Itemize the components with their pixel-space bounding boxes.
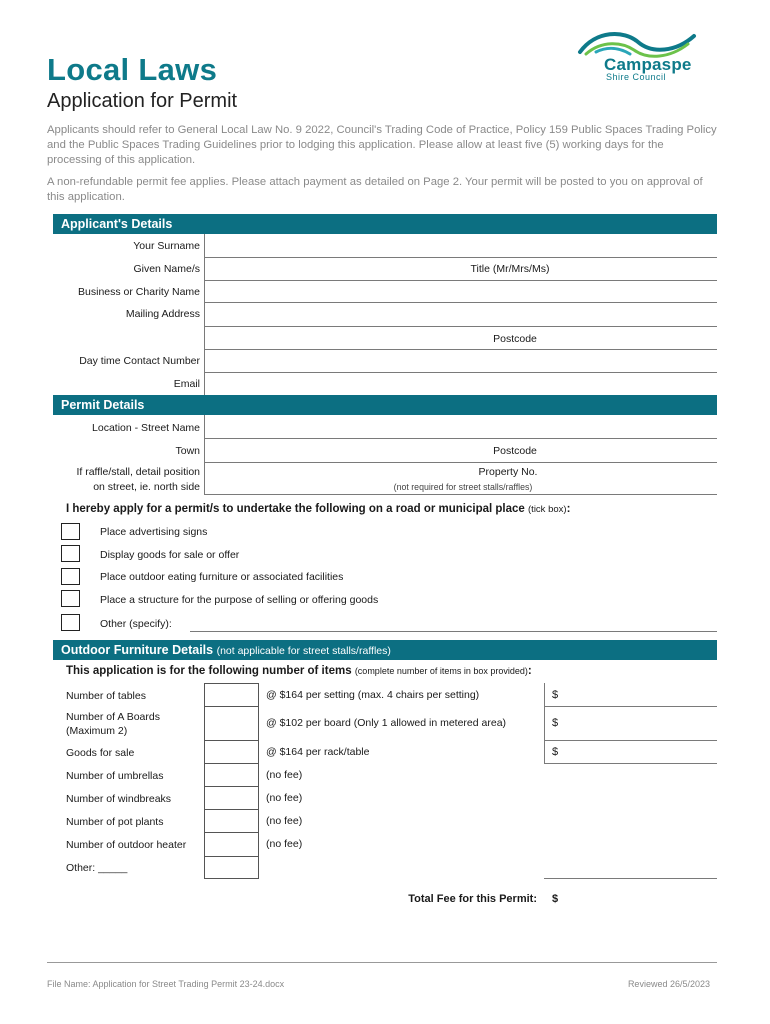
checkbox-other[interactable] [61,614,80,631]
email-label: Email [173,378,200,390]
item-pot-plants-rate: (no fee) [266,815,303,827]
option-structure: Place a structure for the purpose of selling or offering goods [100,594,379,606]
item-pot-plants-label: Number of pot plants [66,816,164,828]
checkbox-display-goods[interactable] [61,545,80,562]
mailing-address-field[interactable] [205,303,717,327]
phone-label: Day time Contact Number [79,355,200,367]
checkbox-outdoor-furniture[interactable] [61,568,80,585]
total-fee-line [544,878,717,879]
logo-subtitle: Shire Council [606,72,667,82]
fee-line [544,740,717,741]
item-heater-label: Number of outdoor heater [66,839,187,851]
footer-file-name: File Name: Application for Street Trading Permit 23-24.docx [47,979,285,989]
town-field[interactable] [205,439,717,463]
furniture-details-heading: Outdoor Furniture Details [61,643,214,657]
property-no-label: Property No. [478,466,538,478]
other-specify-field[interactable] [190,618,717,632]
location-field[interactable] [205,415,717,439]
permit-details-heading: Permit Details [61,398,145,412]
item-tables-rate: @ $164 per setting (max. 4 chairs per setting) [266,689,480,701]
qty-divider [204,832,259,833]
item-aboards-label: Number of A Boards (Maximum 2) [66,711,160,737]
declaration-main: I hereby apply for a permit/s to undertake the following on a road or municipal place [66,503,525,515]
applicant-details-header [53,214,717,234]
fee-line [544,706,717,707]
items-subheading-note: (complete number of items in box provided) [354,666,528,676]
item-tables-label: Number of tables [66,690,146,702]
raffle-label-line1: If raffle/stall, detail position [76,466,200,478]
option-outdoor-furniture: Place outdoor eating furniture or associated facilities [100,571,344,583]
item-windbreaks-rate: (no fee) [266,792,303,804]
declaration-colon: : [566,503,571,515]
qty-divider [204,786,259,787]
item-goods-dollar: $ [552,746,559,758]
qty-divider [204,740,259,741]
intro-paragraph-1: Applicants should refer to General Local Law No. 9 2022, Council's Trading Code of Practice, Policy 159 Public Spaces Trading Policy and the Public Spaces Trading Guidelines prior to lodging this application. Please allow at least five (5) working days for the processing of this application. [47,124,717,166]
item-goods-rate: @ $164 per rack/table [266,746,370,758]
item-other-label: Other: _____ [66,862,128,874]
page-subtitle: Application for Permit [47,90,238,112]
declaration-text [66,503,570,515]
items-subheading [66,665,532,677]
qty-divider [204,763,259,764]
checkbox-structure[interactable] [61,590,80,607]
business-name-label: Business or Charity Name [78,286,200,298]
fee-column-divider [544,683,545,763]
mailing-address-line2-field[interactable] [205,327,717,350]
furniture-details-header [53,640,717,660]
title-label: Title (Mr/Mrs/Ms) [470,263,550,275]
footer-rule [47,962,717,963]
logo-name: Campaspe [604,55,692,74]
permit-postcode-label: Postcode [493,445,537,457]
item-heater-rate: (no fee) [266,838,303,850]
phone-field[interactable] [205,350,717,373]
item-windbreaks-label: Number of windbreaks [66,793,172,805]
mailing-address-label: Mailing Address [125,308,200,320]
town-label: Town [175,445,200,457]
applicant-details-heading: Applicant's Details [61,217,173,231]
option-display-goods: Display goods for sale or offer [100,549,240,561]
property-no-note: (not required for street stalls/raffles) [393,482,533,492]
email-field[interactable] [205,373,717,395]
intro-paragraph-2: A non-refundable permit fee applies. Please attach payment as detailed on Page 2. Your permit will be posted to you on approval of this application. [47,176,703,203]
option-advertising-signs: Place advertising signs [100,526,208,538]
checkbox-advertising-signs[interactable] [61,523,80,540]
option-other: Other (specify): [100,618,172,630]
item-aboards-dollar: $ [552,717,559,729]
qty-divider [204,809,259,810]
permit-details-header [53,395,717,415]
quantity-column[interactable] [204,683,259,879]
location-label: Location - Street Name [92,422,200,434]
raffle-label-line2: on street, ie. north side [93,481,200,493]
applicant-postcode-label: Postcode [493,333,537,345]
item-aboards-rate: @ $102 per board (Only 1 allowed in metered area) [266,717,507,729]
item-tables-dollar: $ [552,689,559,701]
business-name-field[interactable] [205,281,717,303]
surname-label: Your Surname [133,240,200,252]
total-fee-dollar: $ [552,893,559,905]
total-fee-label: Total Fee for this Permit: [408,893,537,905]
furniture-details-note: (not applicable for street stalls/raffles) [216,645,391,657]
page-title: Local Laws [47,52,218,87]
item-umbrellas-rate: (no fee) [266,769,303,781]
item-goods-label: Goods for sale [66,747,135,759]
items-subheading-main: This application is for the following number of items [66,665,352,677]
declaration-note: (tick box) [528,504,567,515]
given-name-label: Given Name/s [133,263,200,275]
items-subheading-colon: : [527,665,532,677]
surname-field[interactable] [205,234,717,258]
qty-divider [204,856,259,857]
qty-divider [204,706,259,707]
item-umbrellas-label: Number of umbrellas [66,770,164,782]
footer-reviewed: Reviewed 26/5/2023 [627,979,710,989]
fee-line [544,763,717,764]
